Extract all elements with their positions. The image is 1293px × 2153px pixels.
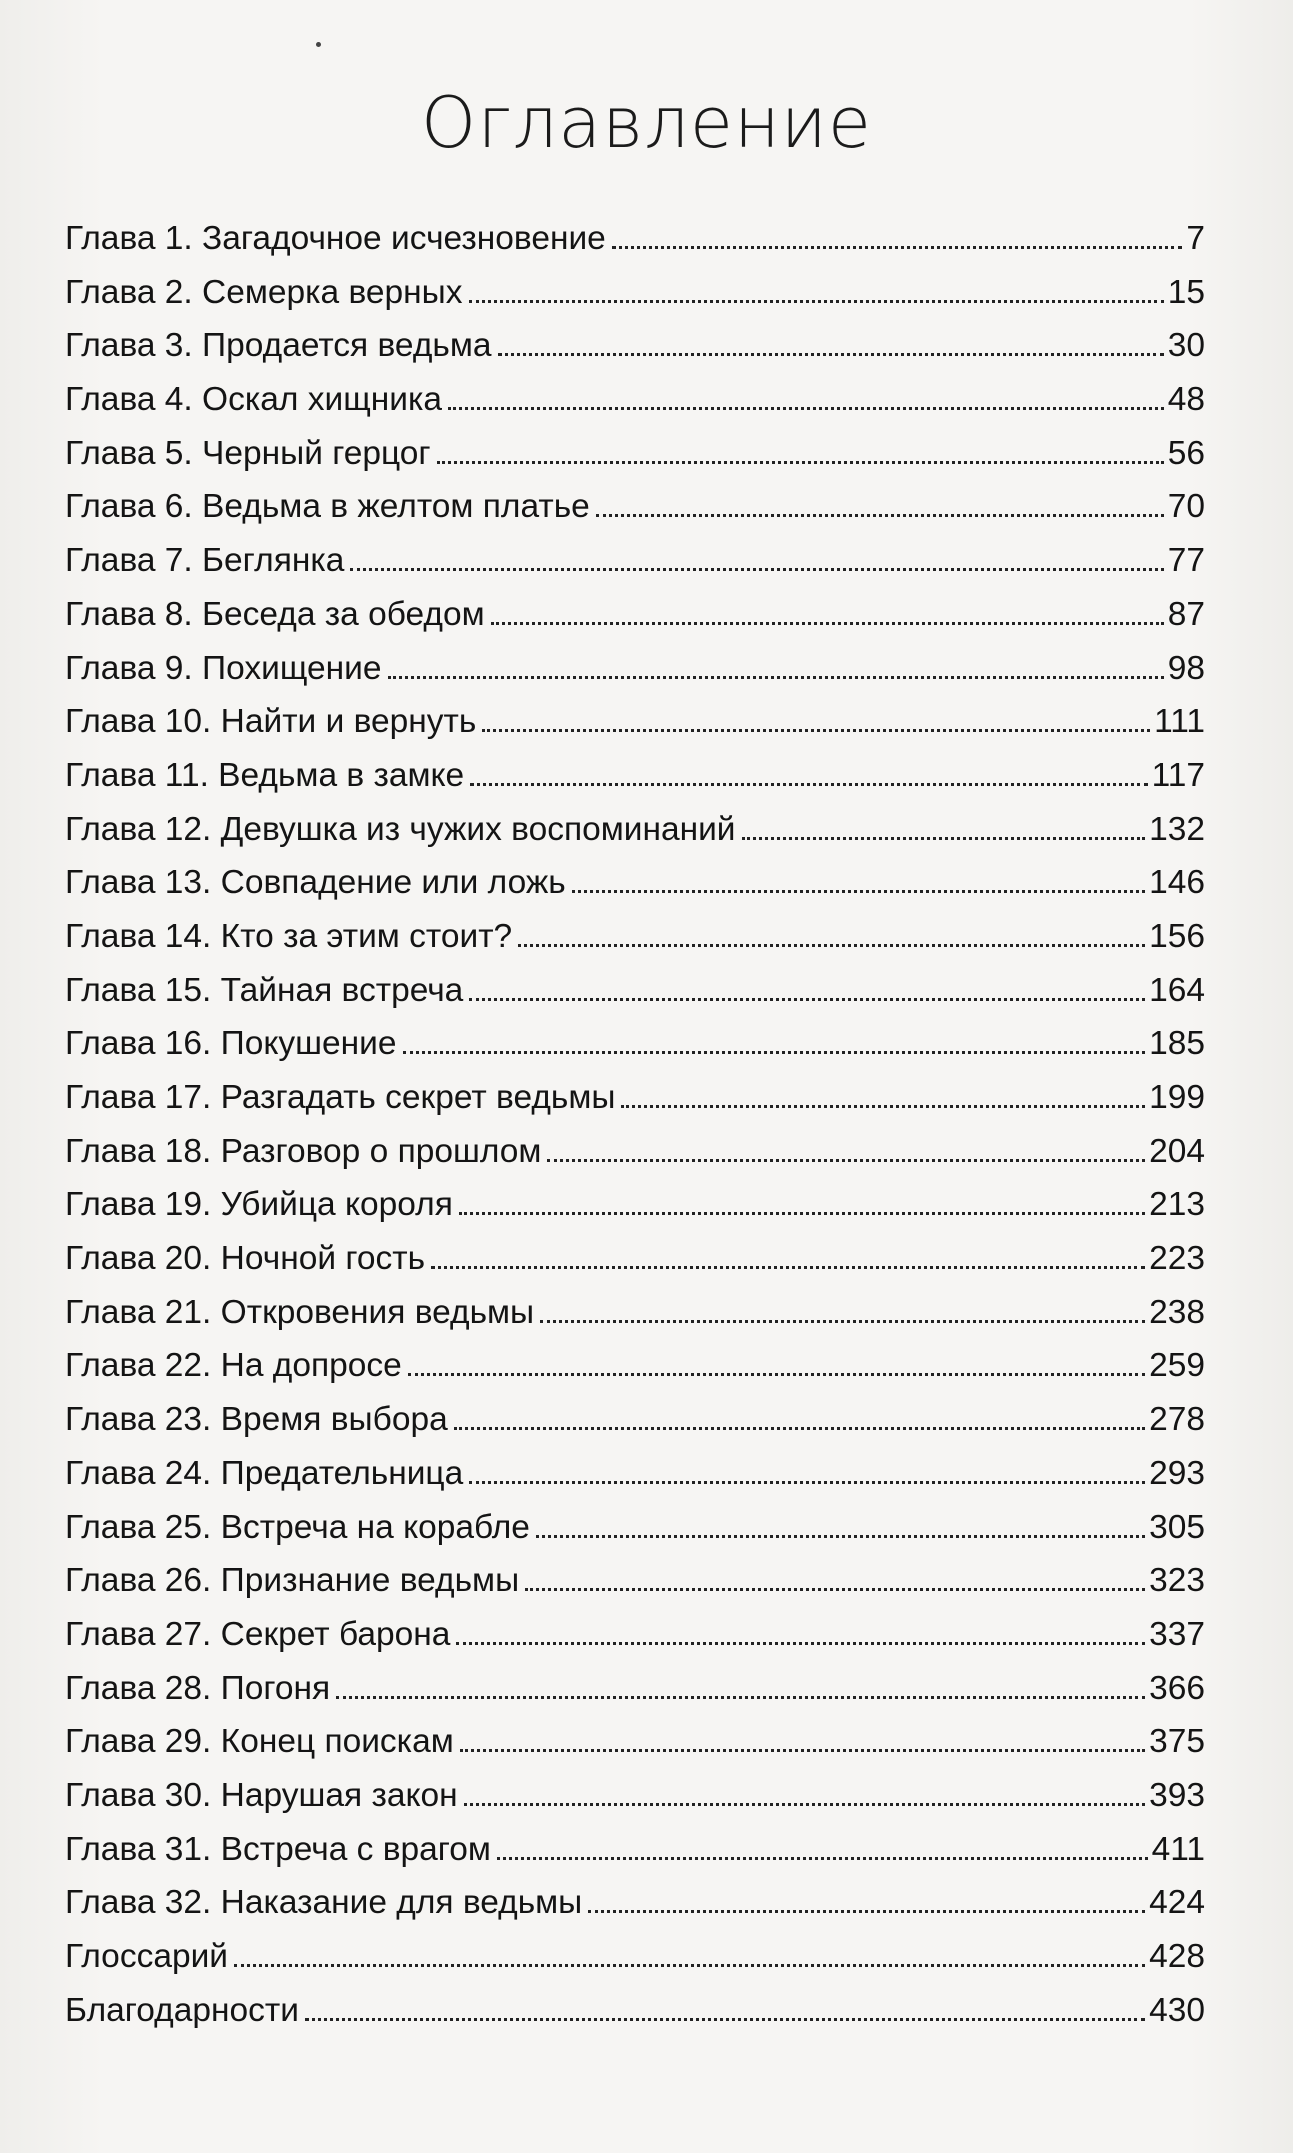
- toc-entry-page-number: 87: [1167, 595, 1205, 633]
- toc-entry: [65, 1554, 1205, 1608]
- toc-entry: [65, 1339, 1205, 1393]
- toc-entry: [65, 1178, 1205, 1232]
- toc-entry-page-number: 30: [1167, 327, 1205, 365]
- toc-dot-leader: [305, 2017, 1145, 2021]
- toc-entry: [65, 1232, 1205, 1286]
- toc-entry-title: Глава 7. Беглянка: [65, 542, 345, 580]
- toc-dot-leader: [572, 889, 1145, 893]
- toc-entry-page-number: 428: [1149, 1938, 1205, 1975]
- toc-entry-title: Глава 9. Похищение: [65, 649, 382, 687]
- toc-entry-page-number: 185: [1149, 1025, 1205, 1063]
- toc-dot-leader: [518, 943, 1145, 947]
- toc-entry: [65, 1447, 1205, 1501]
- toc-entry-page-number: 132: [1149, 810, 1205, 848]
- toc-entry-page-number: 411: [1151, 1830, 1205, 1868]
- toc-entry-title: Глава 10. Найти и вернуть: [65, 703, 477, 741]
- toc-entry: [65, 1769, 1205, 1823]
- toc-entry: [65, 1662, 1205, 1716]
- toc-entry-page-number: 7: [1186, 220, 1205, 257]
- toc-dot-leader: [403, 1050, 1146, 1054]
- toc-entry: [65, 1393, 1205, 1447]
- toc-dot-leader: [621, 1104, 1145, 1108]
- toc-entry: [65, 266, 1205, 320]
- toc-entry-title: Глава 14. Кто за этим стоит?: [65, 917, 513, 955]
- toc-entry-page-number: 223: [1149, 1240, 1205, 1278]
- toc-dot-leader: [547, 1158, 1145, 1162]
- page-title: Оглавление: [421, 82, 872, 164]
- toc-dot-leader: [536, 1534, 1145, 1538]
- toc-entry: [65, 1823, 1205, 1877]
- toc-entry-title: Глава 13. Совпадение или ложь: [65, 864, 566, 902]
- toc-entry-title: Глава 3. Продается ведьма: [65, 327, 492, 365]
- toc-entry: [65, 856, 1205, 910]
- toc-entry: [65, 1501, 1205, 1555]
- toc-entry-title: Глава 11. Ведьма в замке: [65, 756, 465, 794]
- toc-entry-page-number: 305: [1149, 1508, 1205, 1546]
- toc-entry-page-number: 393: [1149, 1776, 1205, 1814]
- toc-entry-page-number: 375: [1149, 1723, 1205, 1761]
- toc-entry-page-number: 337: [1149, 1615, 1205, 1653]
- toc-entry-title: Благодарности: [65, 1991, 299, 2029]
- toc-entry-title: Глава 8. Беседа за обедом: [65, 595, 485, 633]
- toc-entry-page-number: 213: [1149, 1186, 1205, 1224]
- toc-dot-leader: [469, 997, 1145, 1001]
- toc-dot-leader: [336, 1695, 1145, 1699]
- toc-entry-title: Глава 22. На допросе: [65, 1347, 402, 1385]
- toc-entry: [65, 1017, 1205, 1071]
- toc-dot-leader: [448, 406, 1164, 410]
- toc-entry-title: Глава 21. Откровения ведьмы: [65, 1293, 535, 1331]
- toc-dot-leader: [454, 1426, 1145, 1430]
- toc-entry-page-number: 15: [1167, 273, 1205, 311]
- toc-entry-title: Глава 20. Ночной гость: [65, 1240, 426, 1278]
- toc-entry-page-number: 56: [1167, 434, 1205, 472]
- toc-entry-title: Глава 5. Черный герцог: [65, 434, 431, 472]
- toc-dot-leader: [234, 1963, 1145, 1967]
- toc-entry-title: Глава 27. Секрет барона: [65, 1615, 451, 1653]
- toc-entry-title: Глава 17. Разгадать секрет ведьмы: [65, 1079, 616, 1116]
- toc-entry-page-number: 98: [1167, 649, 1205, 687]
- toc-entry: [65, 1071, 1205, 1125]
- toc-entry-page-number: 424: [1149, 1884, 1205, 1922]
- toc-entry-page-number: 156: [1149, 917, 1205, 955]
- toc-entry: [65, 1608, 1205, 1662]
- toc-dot-leader: [350, 567, 1163, 571]
- toc-entry: [65, 1286, 1205, 1340]
- toc-dot-leader: [437, 460, 1164, 464]
- toc-entry-title: Глава 32. Наказание для ведьмы: [65, 1884, 583, 1922]
- toc-entry-title: Глава 31. Встреча с врагом: [65, 1830, 491, 1868]
- toc-dot-leader: [464, 1802, 1145, 1806]
- toc-entry-page-number: 293: [1149, 1454, 1205, 1492]
- toc-dot-leader: [588, 1909, 1145, 1913]
- toc-dot-leader: [459, 1211, 1145, 1215]
- toc-entry-title: Глава 16. Покушение: [65, 1025, 397, 1063]
- toc-entry: [65, 373, 1205, 427]
- toc-dot-leader: [498, 352, 1164, 356]
- toc-entry-page-number: 199: [1149, 1079, 1205, 1116]
- toc-entry-title: Глава 23. Время выбора: [65, 1401, 448, 1439]
- toc-entry-title: Глава 18. Разговор о прошлом: [65, 1132, 542, 1170]
- toc-dot-leader: [470, 782, 1147, 786]
- toc-entry: [65, 803, 1205, 857]
- toc-entry: [65, 695, 1205, 749]
- toc-dot-leader: [540, 1319, 1145, 1323]
- toc-entry-page-number: 323: [1149, 1562, 1205, 1600]
- toc-dot-leader: [497, 1856, 1148, 1860]
- toc-dot-leader: [525, 1587, 1145, 1591]
- toc-entry-page-number: 430: [1149, 1991, 1205, 2029]
- toc-entry-page-number: 117: [1151, 756, 1205, 794]
- toc-entry-title: Глава 4. Оскал хищника: [65, 381, 442, 419]
- table-of-contents: [65, 212, 1205, 2037]
- toc-entry: [65, 212, 1205, 266]
- toc-dot-leader: [388, 675, 1164, 679]
- toc-entry-page-number: 238: [1149, 1293, 1205, 1331]
- toc-entry-page-number: 164: [1149, 971, 1205, 1009]
- toc-entry-page-number: 70: [1167, 488, 1205, 526]
- toc-entry: [65, 480, 1205, 534]
- toc-entry: [65, 319, 1205, 373]
- toc-entry-title: Глоссарий: [65, 1938, 229, 1975]
- toc-entry-title: Глава 6. Ведьма в желтом платье: [65, 488, 590, 526]
- toc-entry-title: Глава 19. Убийца короля: [65, 1186, 453, 1224]
- toc-dot-leader: [491, 621, 1164, 625]
- toc-entry-page-number: 278: [1149, 1401, 1205, 1439]
- print-mark: [316, 42, 321, 47]
- toc-entry-page-number: 259: [1149, 1347, 1205, 1385]
- toc-entry-page-number: 366: [1149, 1669, 1205, 1707]
- toc-entry: [65, 1930, 1205, 1984]
- toc-entry: [65, 427, 1205, 481]
- toc-entry: [65, 1125, 1205, 1179]
- toc-entry-title: Глава 29. Конец поискам: [65, 1723, 454, 1761]
- toc-entry-title: Глава 30. Нарушая закон: [65, 1776, 458, 1814]
- toc-entry-page-number: 204: [1149, 1132, 1205, 1170]
- toc-entry: [65, 1715, 1205, 1769]
- toc-dot-leader: [596, 513, 1164, 517]
- toc-entry-title: Глава 1. Загадочное исчезновение: [65, 220, 606, 257]
- toc-dot-leader: [612, 245, 1183, 249]
- toc-entry-title: Глава 12. Девушка из чужих воспоминаний: [65, 810, 736, 848]
- toc-entry: [65, 749, 1205, 803]
- toc-entry: [65, 910, 1205, 964]
- toc-entry-page-number: 77: [1167, 542, 1205, 580]
- toc-entry-page-number: 146: [1149, 864, 1205, 902]
- toc-dot-leader: [431, 1265, 1145, 1269]
- toc-entry-page-number: 111: [1154, 703, 1205, 741]
- toc-entry: [65, 1984, 1205, 2038]
- toc-entry: [65, 534, 1205, 588]
- toc-entry-title: Глава 2. Семерка верных: [65, 273, 463, 311]
- toc-dot-leader: [482, 728, 1150, 732]
- toc-entry-title: Глава 15. Тайная встреча: [65, 971, 464, 1009]
- toc-dot-leader: [469, 299, 1164, 303]
- toc-entry-title: Глава 26. Признание ведьмы: [65, 1562, 520, 1600]
- toc-entry: [65, 588, 1205, 642]
- toc-dot-leader: [469, 1480, 1145, 1484]
- toc-entry: [65, 642, 1205, 696]
- toc-entry: [65, 1876, 1205, 1930]
- toc-entry-title: Глава 28. Погоня: [65, 1669, 331, 1707]
- toc-entry-page-number: 48: [1167, 381, 1205, 419]
- toc-dot-leader: [456, 1641, 1145, 1645]
- toc-entry-title: Глава 25. Встреча на корабле: [65, 1508, 530, 1546]
- toc-entry: [65, 964, 1205, 1018]
- toc-dot-leader: [408, 1372, 1145, 1376]
- toc-entry-title: Глава 24. Предательница: [65, 1454, 464, 1492]
- toc-dot-leader: [460, 1748, 1145, 1752]
- toc-dot-leader: [742, 836, 1146, 840]
